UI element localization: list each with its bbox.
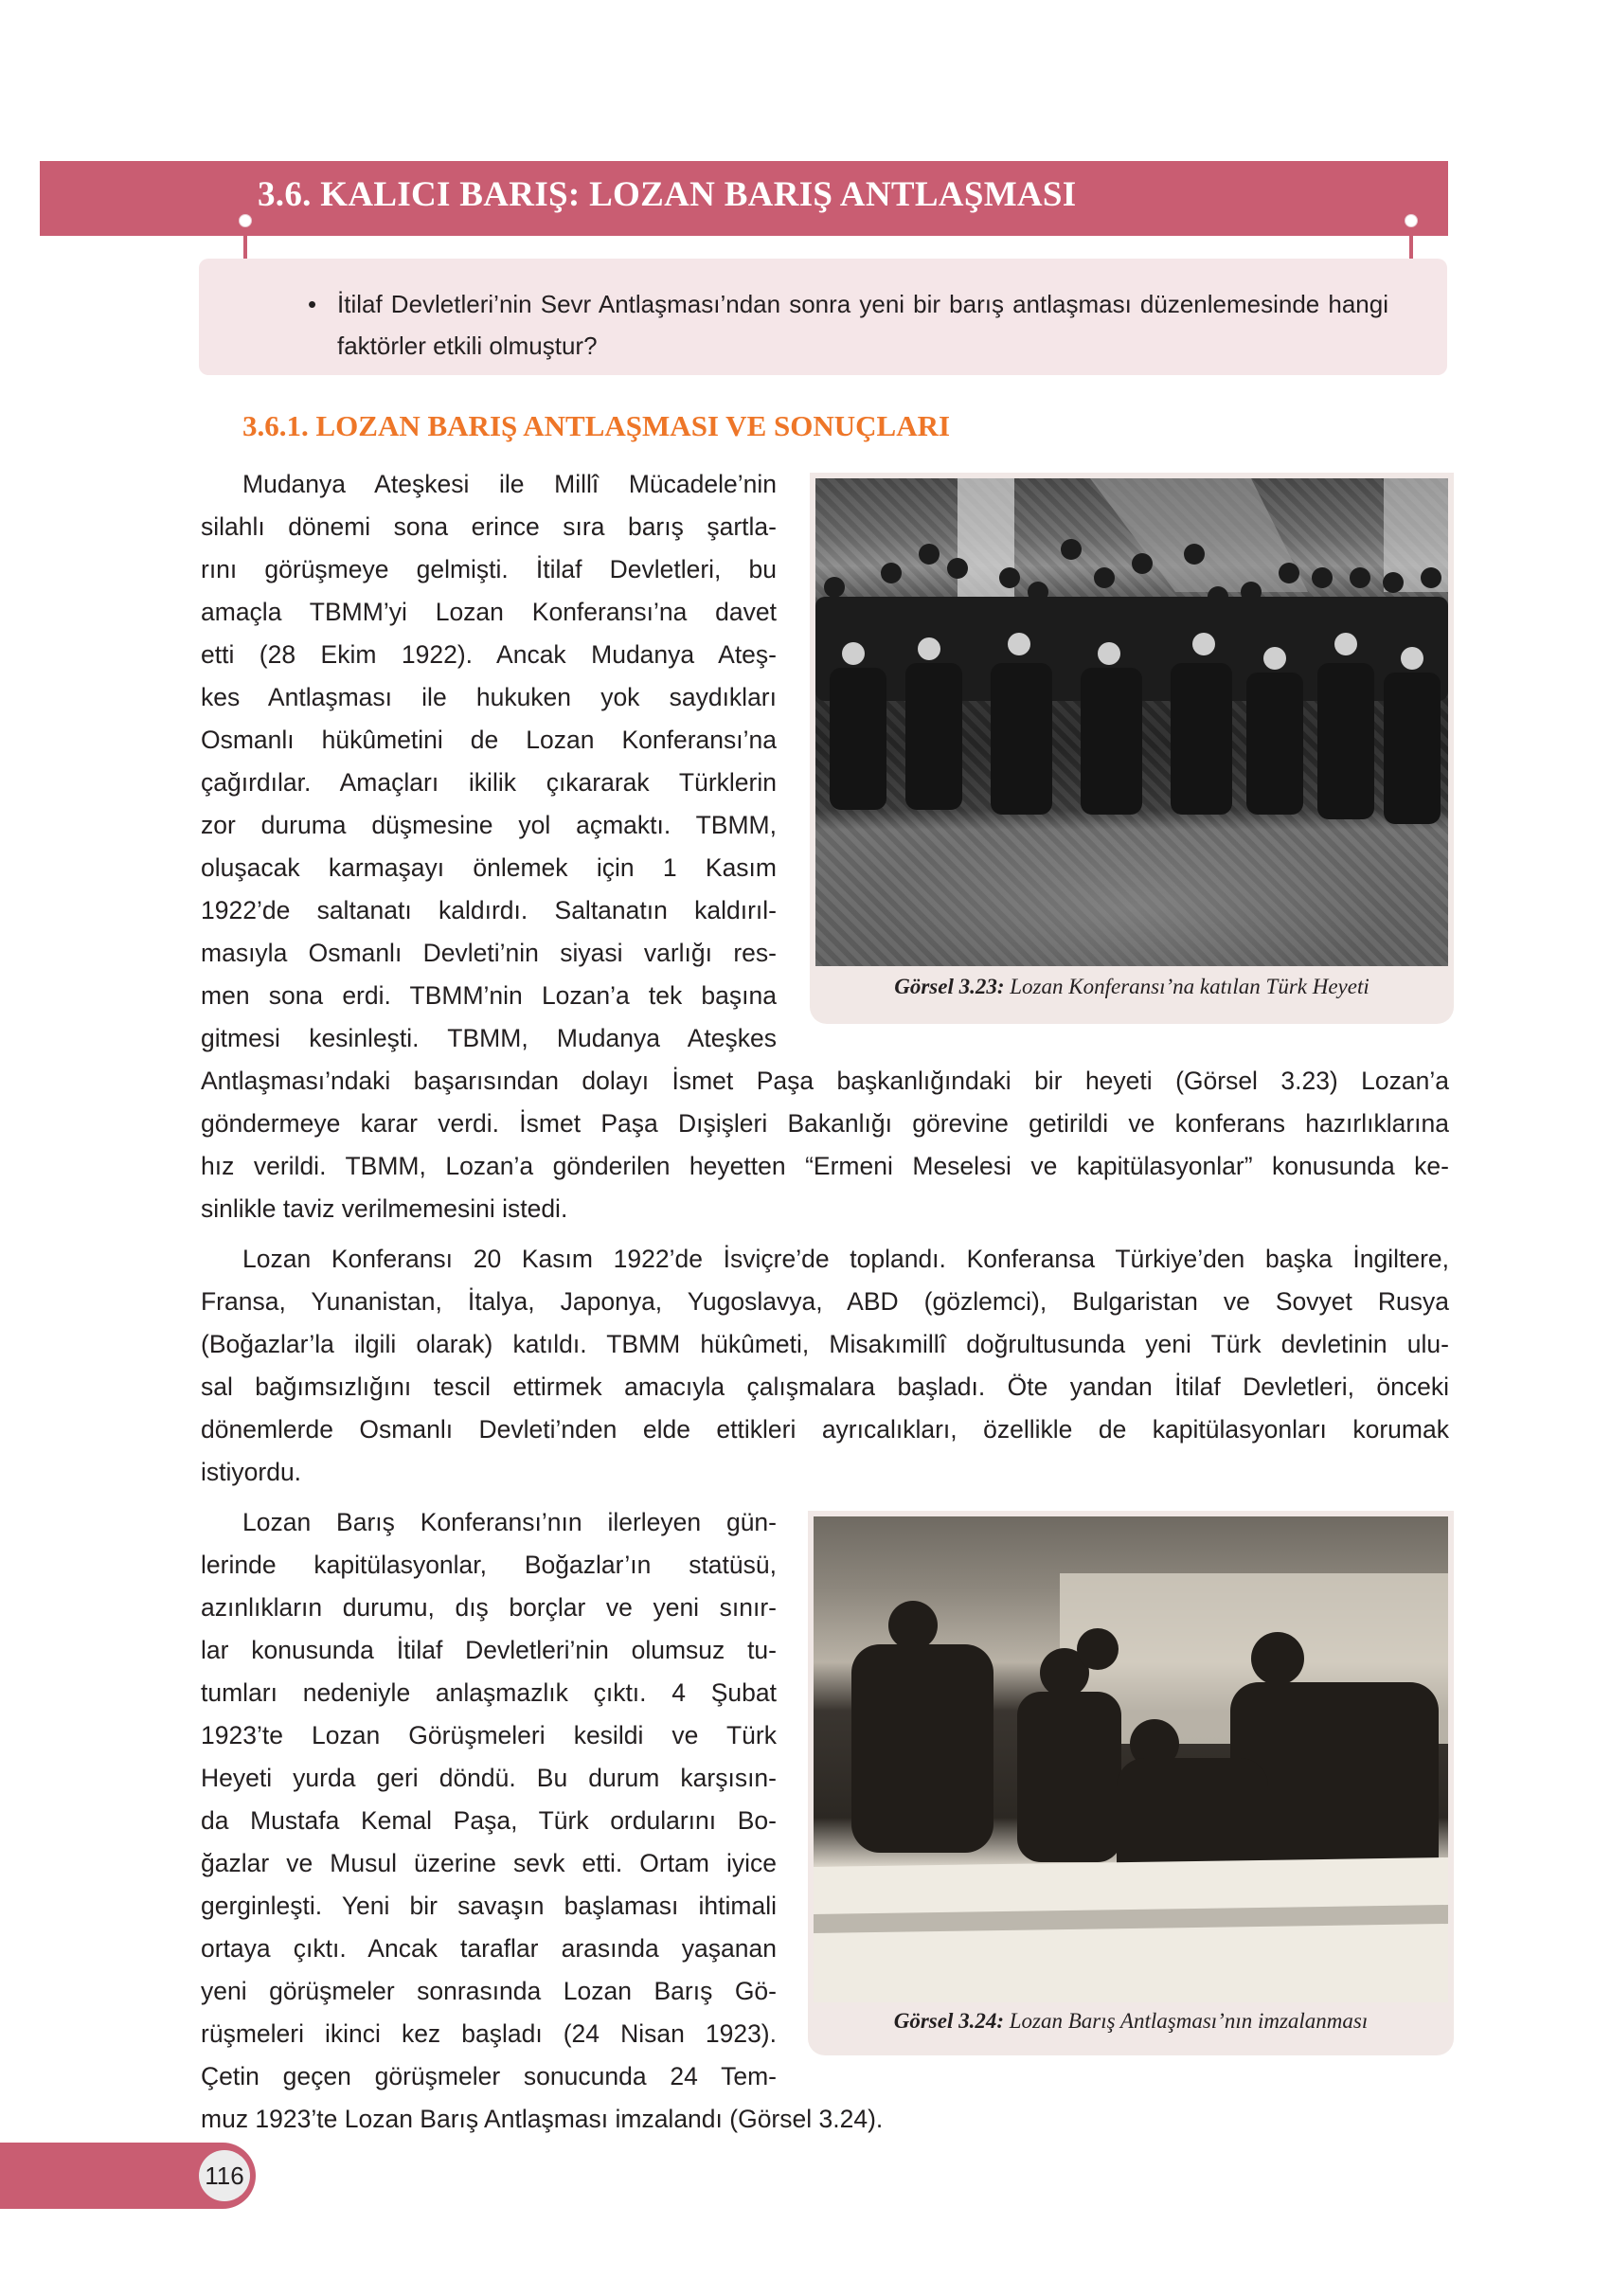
text-line: sinlikle taviz verilmemesini istedi. [201,1194,568,1223]
delegation-photo [815,478,1448,966]
text-line: gitmesi kesinleşti. TBMM, Mudanya Ateşkes [201,1024,777,1052]
text-line: kes Antlaşması ile hukuken yok saydıkları [201,683,777,711]
treaty-signing-photo [814,1516,1448,2002]
left-connector-top-dot [239,214,252,227]
text-line: 1923’te Lozan Görüşmeleri kesildi ve Türk [201,1721,777,1749]
figure-label: Görsel 3.24: [893,2009,1005,2033]
paragraph-3 [201,1501,777,2098]
text-line: gerginleşti. Yeni bir savaşın başlaması ihtimali [201,1892,777,1920]
section-banner [40,161,1448,236]
text-line: Mudanya Ateşkesi ile Millî Mücadele’nin [242,470,777,498]
text-line: Osmanlı hükûmetini de Lozan Konferansı’na [201,726,777,754]
text-line: Lozan Barış Konferansı’nın ilerleyen gün- [242,1508,777,1536]
figure-caption-text: Lozan Konferansı’na katılan Türk Heyeti [1010,975,1369,998]
figure-caption [808,2009,1454,2034]
paragraph-2 [201,1238,1449,1494]
text-line: azınlıkların durumu, dış borçlar ve yeni sınır- [201,1593,777,1622]
text-line: silahlı dönemi sona erince sıra barış şartla- [201,512,777,541]
figure-caption-text: Lozan Barış Antlaşması’nın imzalanması [1009,2009,1369,2033]
paragraph-3-continued [201,2098,1449,2141]
text-line: ortaya çıktı. Ancak taraflar arasında yaşanan [201,1934,777,1963]
subsection-title: 3.6.1. LOZAN BARIŞ ANTLAŞMASI VE SONUÇLARI [242,409,951,442]
guiding-question-text: İtilaf Devletleri’nin Sevr Antlaşması’ndan sonra yeni bir barış antlaşması düzenlemesinde hangi faktörler etkili olmuştur? [337,290,1388,360]
text-line: yeni görüşmeler sonrasında Lozan Barış Gö- [201,1977,777,2005]
text-line: ğazlar ve Musul üzerine sevk etti. Ortam iyice [201,1849,777,1877]
text-line: tumları nedeniyle anlaşmazlık çıktı. 4 Şubat [201,1678,777,1707]
text-line: çağırdılar. Amaçları ikilik çıkararak Türklerin [201,768,777,797]
text-line: dönemlerde Osmanlı Devleti’nden elde ettikleri ayrıcalıkları, özellikle de kapitülasyonları korumak [201,1415,1449,1444]
bullet-icon: • [308,290,317,318]
text-line: rını görüşmeye gelmişti. İtilaf Devletleri, bu [201,555,777,583]
figure-label: Görsel 3.23: [894,975,1005,998]
text-line: masıyla Osmanlı Devleti’nin siyasi varlığı res- [201,939,777,967]
delegation-figures-illustration [815,478,1448,966]
figure-3-24 [808,1511,1454,2055]
paragraph-1 [201,463,777,1060]
guiding-question-box [199,259,1447,375]
figure-caption [810,975,1454,999]
text-line: rüşmeleri ikinci kez başladı (24 Nisan 1923). [201,2019,777,2048]
text-line: Heyeti yurda geri döndü. Bu durum karşısın- [201,1764,777,1792]
text-line: lar konusunda İtilaf Devletleri’nin olumsuz tu- [201,1636,777,1664]
text-line: men sona erdi. TBMM’nin Lozan’a tek başına [201,981,777,1010]
text-line: hız verildi. TBMM, Lozan’a gönderilen heyetten “Ermeni Meselesi ve kapitülasyonlar” konusunda ke- [201,1152,1449,1180]
text-line: Lozan Konferansı 20 Kasım 1922’de İsviçre’de toplandı. Konferansa Türkiye’den başka İngiltere, [242,1245,1449,1273]
text-line: zor duruma düşmesine yol açmaktı. TBMM, [201,811,777,839]
text-line: Çetin geçen görüşmeler sonucunda 24 Tem- [201,2062,777,2090]
text-line: göndermeye karar verdi. İsmet Paşa Dışişleri Bakanlığı görevine getirildi ve konferans hazırlıklarına [201,1109,1449,1138]
text-line: amaçla TBMM’yi Lozan Konferansı’na davet [201,598,777,626]
text-line: da Mustafa Kemal Paşa, Türk ordularını Bo- [201,1806,777,1835]
right-connector-top-dot [1405,214,1418,227]
text-line: muz 1923’te Lozan Barış Antlaşması imzalandı (Görsel 3.24). [201,2105,884,2133]
text-line: oluşacak karmaşayı önlemek için 1 Kasım [201,853,777,882]
section-title: 3.6. KALICI BARIŞ: LOZAN BARIŞ ANTLAŞMASI [258,175,1077,214]
text-line: etti (28 Ekim 1922). Ancak Mudanya Ateş- [201,640,777,669]
text-line: lerinde kapitülasyonlar, Boğazlar’ın statüsü, [201,1551,777,1579]
figure-3-23 [810,473,1454,1024]
paragraph-1-continued [201,1060,1449,1230]
text-line: 1922’de saltanatı kaldırdı. Saltanatın kaldırıl- [201,896,777,924]
text-line: sal bağımsızlığını tescil ettirmek amacıyla çalışmalara başladı. Öte yandan İtilaf Devletleri, önceki [201,1372,1449,1401]
text-line: istiyordu. [201,1458,302,1486]
text-line: Antlaşması’ndaki başarısından dolayı İsmet Paşa başkanlığındaki bir heyeti (Görsel 3.23) Lozan’a [201,1067,1449,1095]
page-number: 116 [199,2150,250,2201]
signing-figures-illustration [814,1516,1448,2002]
text-line: Fransa, Yunanistan, İtalya, Japonya, Yugoslavya, ABD (gözlemci), Bulgaristan ve Sovyet Rusya [201,1287,1449,1316]
text-line: (Boğazlar’la ilgili olarak) katıldı. TBMM hükûmeti, Misakımillî doğrultusunda yeni Türk devletinin ulu- [201,1330,1449,1358]
